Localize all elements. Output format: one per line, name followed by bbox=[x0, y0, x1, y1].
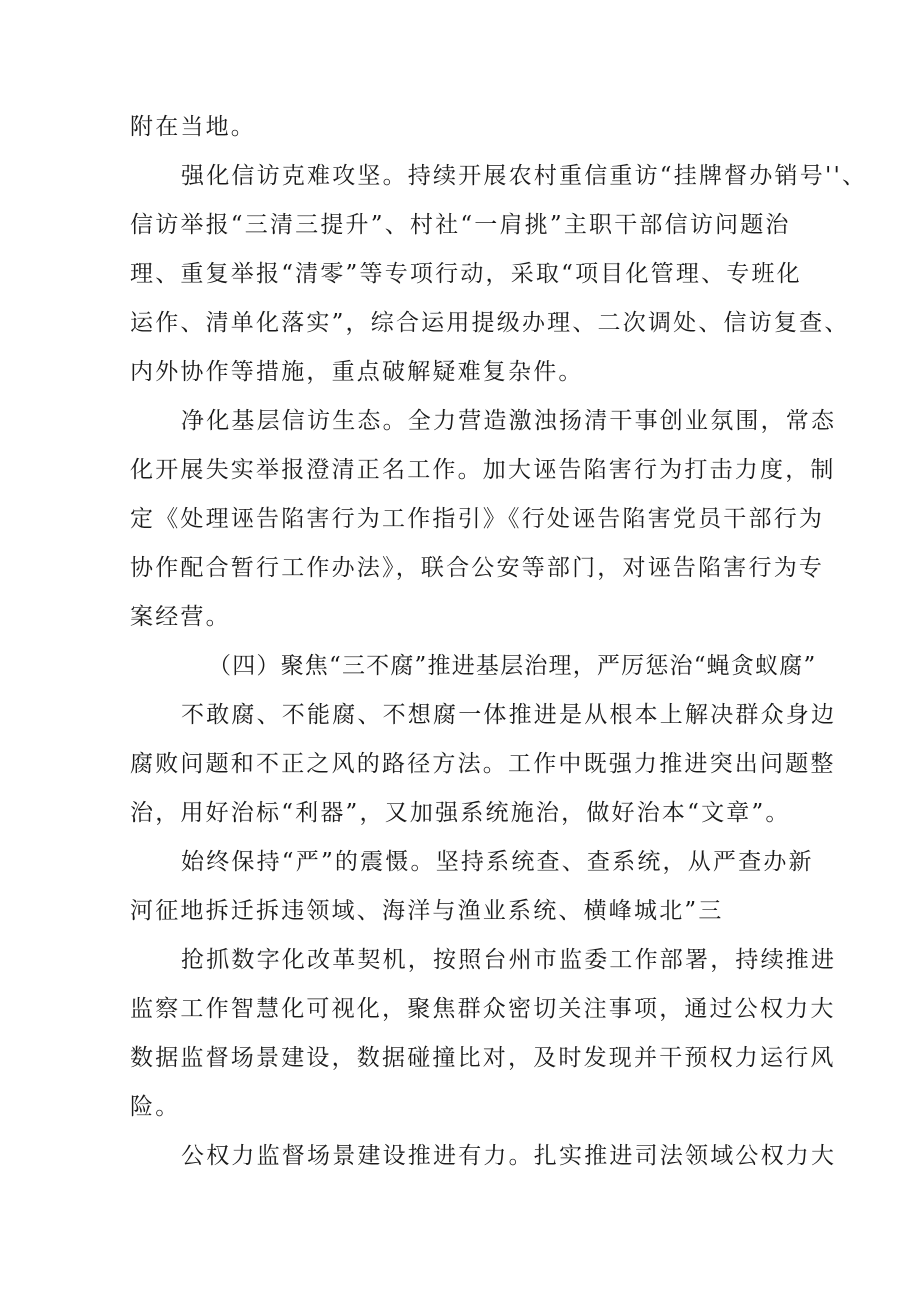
text-line-4: 理、重复举报“清零”等专项行动，采取“项目化管理、专班化 bbox=[130, 261, 802, 287]
text-line-9: 定《处理诬告陷害行为工作指引》《行处诬告陷害党员干部行为 bbox=[130, 506, 825, 532]
text-line-3: 信访举报“三清三提升”、村社“一肩挑”主职干部信访问题治 bbox=[130, 212, 791, 238]
text-line-11: 案经营。 bbox=[130, 604, 231, 630]
text-line-16: 始终保持“严”的震慑。坚持系统查、查系统，从严查办新 bbox=[181, 849, 814, 875]
text-line-21: 险。 bbox=[130, 1094, 181, 1120]
text-line-10: 协作配合暂行工作办法》，联合公安等部门，对诬告陷害行为专 bbox=[130, 555, 825, 581]
text-line-17: 河征地拆迁拆违领域、海洋与渔业系统、横峰城北”三 bbox=[130, 898, 724, 924]
text-line-20: 数据监督场景建设，数据碰撞比对，及时发现并干预权力运行风 bbox=[130, 1045, 836, 1071]
text-line-8: 化开展失实举报澄清正名工作。加大诬告陷害行为打击力度，制 bbox=[130, 457, 836, 483]
text-line-14: 腐败问题和不正之风的路径方法。工作中既强力推进突出问题整 bbox=[130, 751, 836, 777]
section-heading: （四）聚焦“三不腐”推进基层治理，严厉惩治“蝇贪蚁腐” bbox=[208, 653, 817, 679]
text-line-15: 治，用好治标“利器”，又加强系统施治，做好治本“文章”。 bbox=[130, 800, 791, 826]
text-line-22: 公权力监督场景建设推进有力。扎实推进司法领域公权力大 bbox=[181, 1143, 837, 1169]
text-line-6: 内外协作等措施，重点破解疑难复杂件。 bbox=[130, 359, 584, 385]
text-line-2: 强化信访克难攻坚。持续开展农村重信重访“挂牌督办销号''、 bbox=[181, 163, 868, 189]
text-line-13: 不敢腐、不能腐、不想腐一体推进是从根本上解决群众身边 bbox=[181, 702, 837, 728]
text-line-1: 附在当地。 bbox=[130, 114, 256, 140]
text-line-19: 监察工作智慧化可视化，聚焦群众密切关注事项，通过公权力大 bbox=[130, 996, 836, 1022]
text-line-7: 净化基层信访生态。全力营造激浊扬清干事创业氛围，常态 bbox=[181, 408, 837, 434]
text-line-5: 运作、清单化落实”，综合运用提级办理、二次调处、信访复查、 bbox=[130, 310, 850, 336]
text-line-18: 抢抓数字化改革契机，按照台州市监委工作部署，持续推进 bbox=[181, 947, 837, 973]
